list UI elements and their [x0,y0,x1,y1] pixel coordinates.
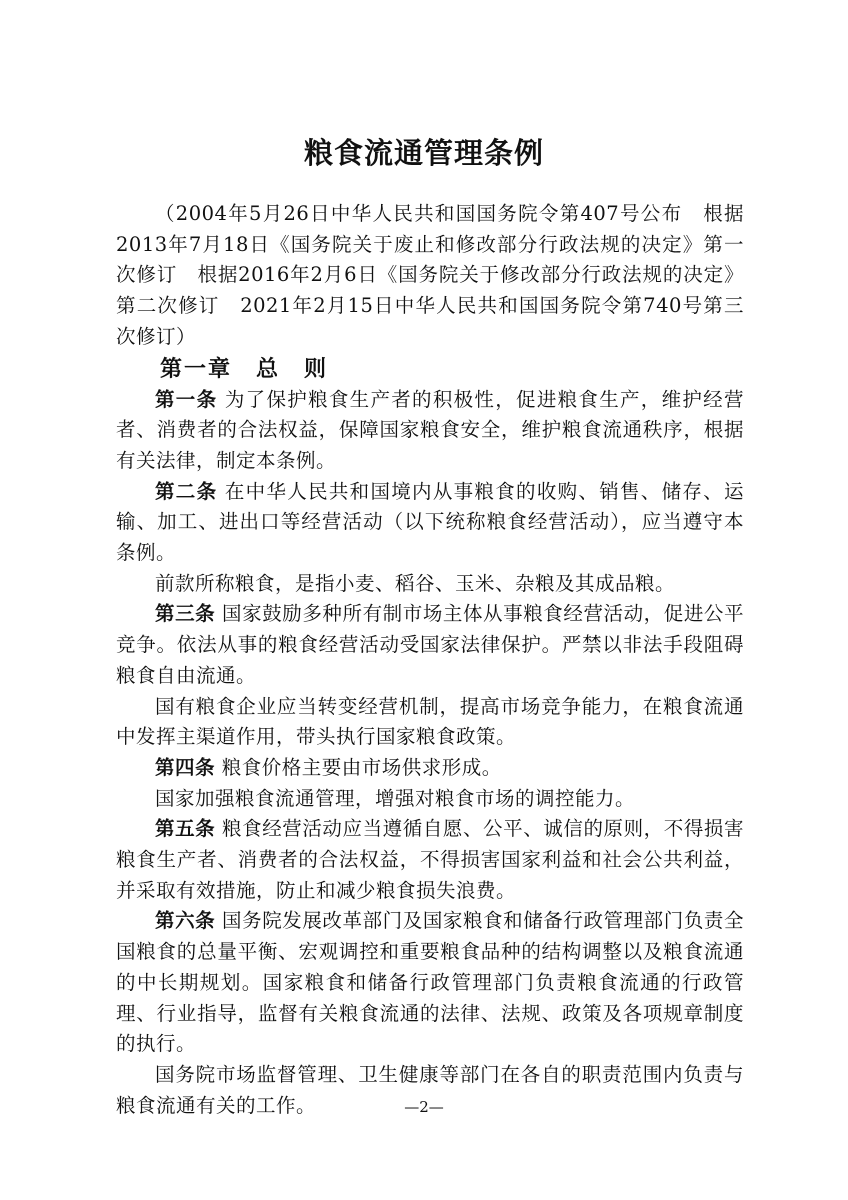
document-title: 粮食流通管理条例 [303,136,544,170]
document-body [116,199,744,1121]
article-label: 第一条 [155,387,218,411]
article-6 [116,906,744,1060]
article-5 [116,814,744,906]
revision-note: （2004年5月26日中华人民共和国国务院令第407号公布 根据2013年7月18日《国务院关于废止和修改部分行政法规的决定》第一次修订 根据2016年2月6日《国务院关于修改部分行政法规的决定》第二次修订 2021年2月15日中华人民共和国国务院令第740号第三次修订） [116,202,744,348]
article-2 [116,477,744,569]
article-text: 粮食经营活动应当遵循自愿、公平、诚信的原则，不得损害粮食生产者、消费者的合法权益，不得损害国家利益和社会公共利益，并采取有效措施，防止和减少粮食损失浪费。 [116,817,744,902]
article-label: 第五条 [155,817,216,841]
article-label: 第三条 [155,602,216,626]
paragraph [116,784,744,815]
paragraph-text: 国务院市场监督管理、卫生健康等部门在各自的职责范围内负责与粮食流通有关的工作。 [116,1062,744,1117]
article-label: 第二条 [155,479,218,503]
article-text: 国家鼓励多种所有制市场主体从事粮食经营活动，促进公平竞争。依法从事的粮食经营活动受国家法律保护。严禁以非法手段阻碍粮食自由流通。 [116,602,744,687]
article-text: 国务院发展改革部门及国家粮食和储备行政管理部门负责全国粮食的总量平衡、宏观调控和重要粮食品种的结构调整以及粮食流通的中长期规划。国家粮食和储备行政管理部门负责粮食流通的行政管理、行业指导，监督有关粮食流通的法律、法规、政策及各项规章制度的执行。 [116,909,744,1056]
article-text: 在中华人民共和国境内从事粮食的收购、销售、储存、运输、加工、进出口等经营活动（以下统称粮食经营活动），应当遵守本条例。 [116,479,744,565]
article-text: 粮食价格主要由市场供求形成。 [221,755,502,779]
article-4 [116,753,744,784]
page-number: —2— [404,1098,444,1116]
article-label: 第六条 [155,909,216,933]
paragraph [116,569,744,600]
article-1 [116,385,744,477]
chapter-heading: 第一章 总 则 [160,355,329,382]
article-label: 第四条 [155,755,216,779]
article-text: 为了保护粮食生产者的积极性，促进粮食生产，维护经营者、消费者的合法权益，保障国家粮食安全，维护粮食流通秩序，根据有关法律，制定本条例。 [116,387,744,472]
paragraph-text: 国有粮食企业应当转变经营机制，提高市场竞争能力，在粮食流通中发挥主渠道作用，带头执行国家粮食政策。 [116,694,744,749]
paragraph [116,692,744,753]
article-3 [116,599,744,691]
paragraph-text: 国家加强粮食流通管理，增强对粮食市场的调控能力。 [155,786,636,810]
paragraph-text: 前款所称粮食，是指小麦、稻谷、玉米、杂粮及其成品粮。 [155,571,676,595]
